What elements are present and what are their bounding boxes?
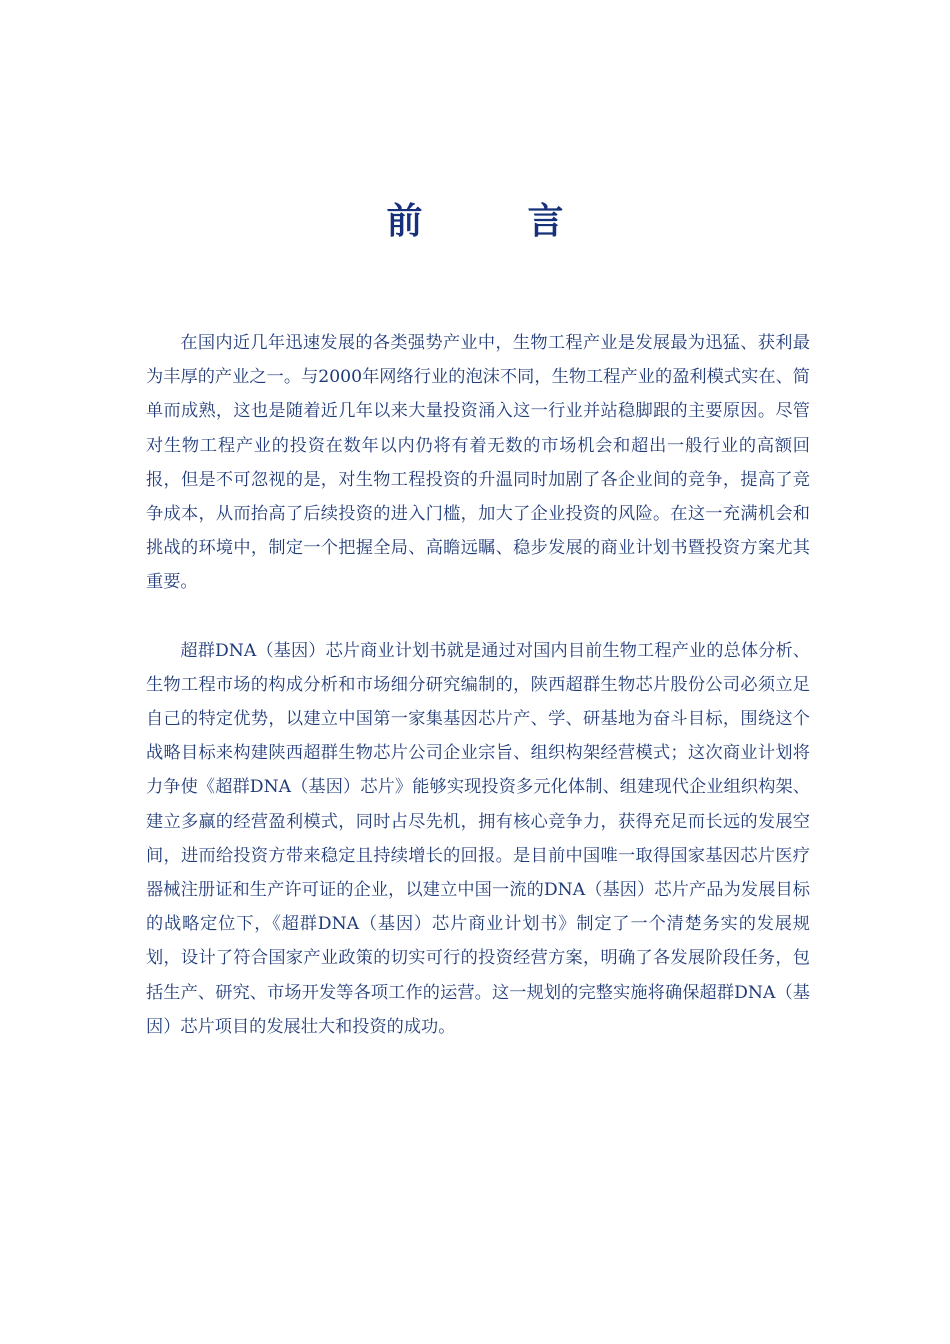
paragraph-1: 在国内近几年迅速发展的各类强势产业中，生物工程产业是发展最为迅猛、获利最为丰厚的产业之一。与2000年网络行业的泡沫不同，生物工程产业的盈利模式实在、简单而成熟，这也是随着近几年以来大量投资涌入这一行业并站稳脚跟的主要原因。尽管对生物工程产业的投资在数年以内仍将有着无数的市场机会和超出一般行业的高额回报，但是不可忽视的是，对生物工程投资的升温同时加剧了各企业间的竞争，提高了竞争成本，从而抬高了后续投资的进入门槛，加大了企业投资的风险。在这一充满机会和挑战的环境中，制定一个把握全局、高瞻远瞩、稳步发展的商业计划书暨投资方案尤其重要。 <box>146 333 810 593</box>
page-title-char-2: 言 <box>527 200 564 242</box>
page-title <box>0 193 950 244</box>
document-body <box>146 326 810 1044</box>
page-title-char-1: 前 <box>386 200 423 242</box>
paragraph-2: 超群DNA（基因）芯片商业计划书就是通过对国内目前生物工程产业的总体分析、生物工程市场的构成分析和市场细分研究编制的，陕西超群生物芯片股份公司必须立足自己的特定优势，以建立中国第一家集基因芯片产、学、研基地为奋斗目标，围绕这个战略目标来构建陕西超群生物芯片公司企业宗旨、组织构架经营模式；这次商业计划将力争使《超群DNA（基因）芯片》能够实现投资多元化体制、组建现代企业组织构架、建立多赢的经营盈利模式，同时占尽先机，拥有核心竞争力，获得充足而长远的发展空间，进而给投资方带来稳定且持续增长的回报。是目前中国唯一取得国家基因芯片医疗器械注册证和生产许可证的企业，以建立中国一流的DNA（基因）芯片产品为发展目标的战略定位下，《超群DNA（基因）芯片商业计划书》制定了一个清楚务实的发展规划，设计了符合国家产业政策的切实可行的投资经营方案，明确了各发展阶段任务，包括生产、研究、市场开发等各项工作的运营。这一规划的完整实施将确保超群DNA（基因）芯片项目的发展壮大和投资的成功。 <box>146 640 810 1037</box>
